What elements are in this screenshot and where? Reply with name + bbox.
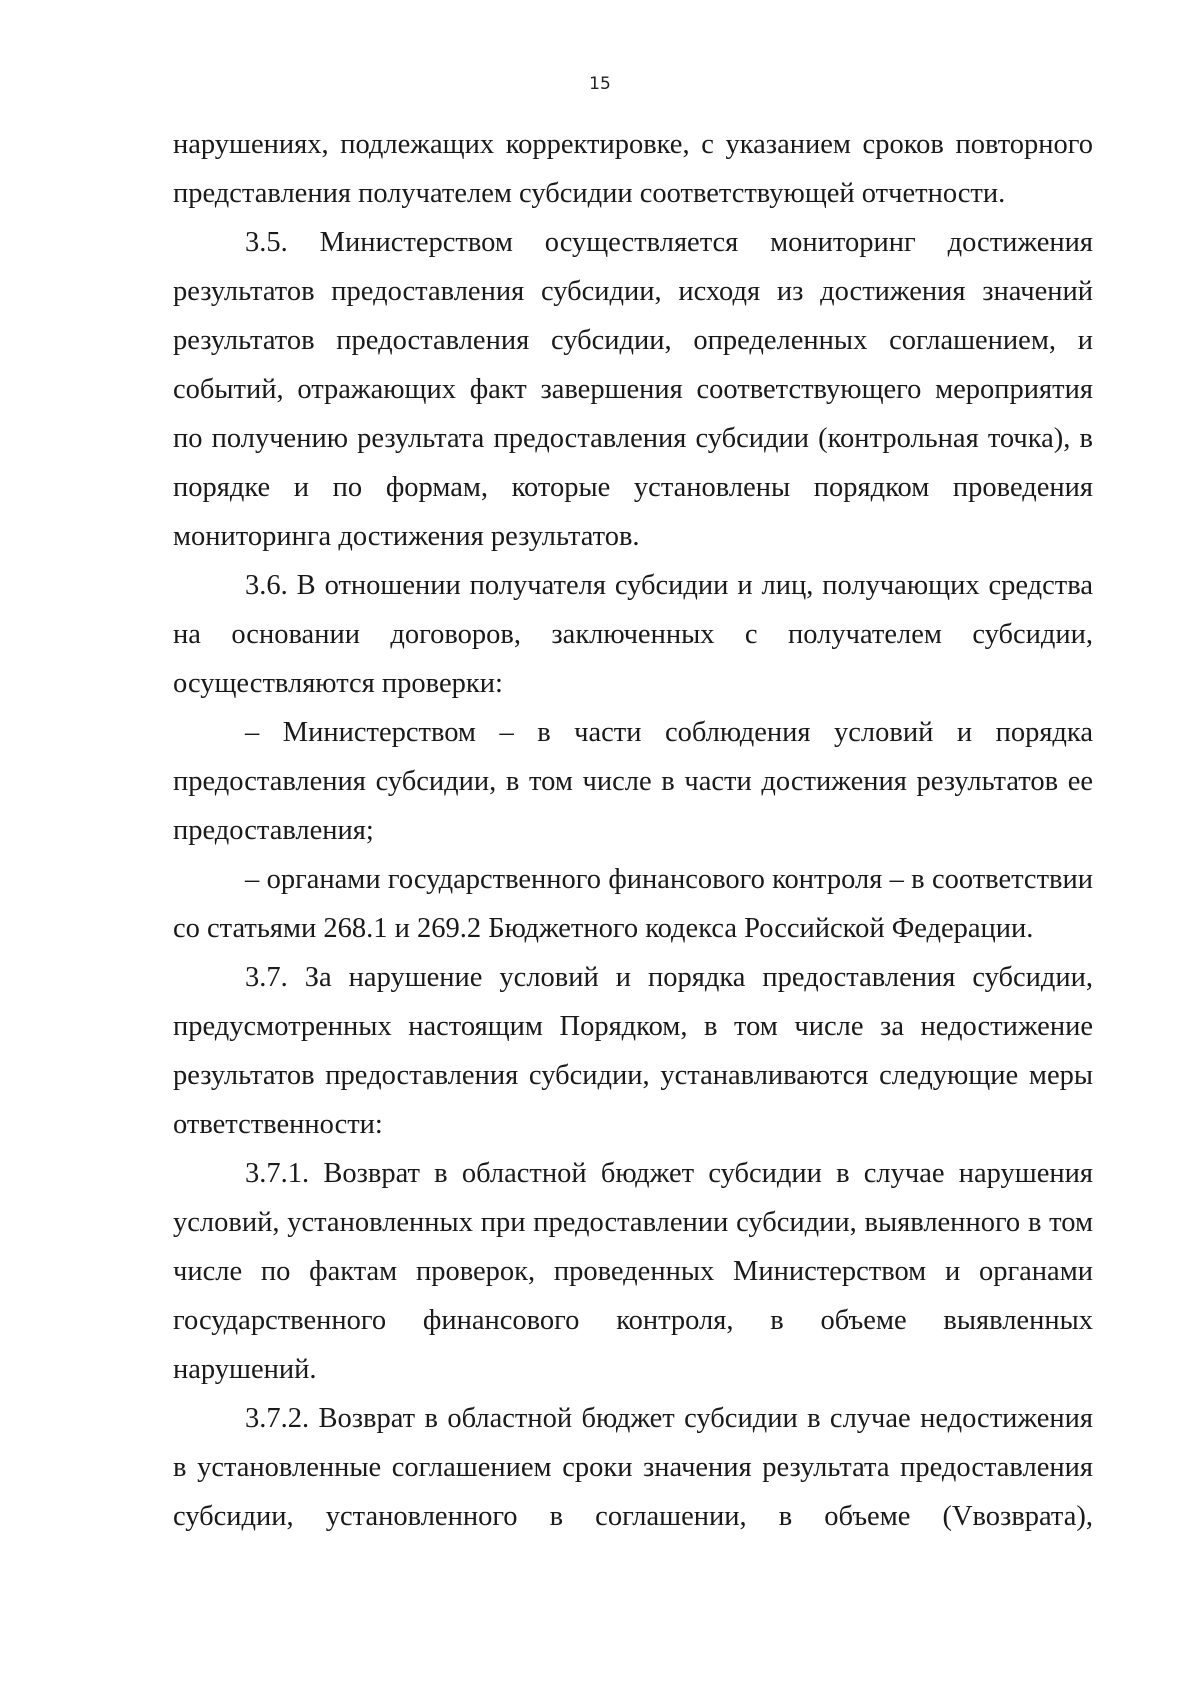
- paragraph-3-7-1: 3.7.1. Возврат в областной бюджет субсидии в случае нарушения условий, установленных при предоставлении субсидии, выявленного в том числе по фактам проверок, проведенных Министерством и органами государственного финансового контроля, в объеме выявленных нарушений.: [173, 1158, 1093, 1385]
- paragraph-3-6: 3.6. В отношении получателя субсидии и лиц, получающих средства на основании договоров, заключенных с получателем субсидии, осуществляются проверки:: [173, 570, 1093, 699]
- page-number: 15: [589, 74, 611, 94]
- paragraph-3-5: 3.5. Министерством осуществляется мониторинг достижения результатов предоставления субсидии, исходя из достижения значений результатов предоставления субсидии, определенных соглашением, и событий, отражающих факт завершения соответствующего мероприятия по получению результата предоставления субсидии (контрольная точка), в порядке и по формам, которые установлены порядком проведения мониторинга достижения результатов.: [173, 227, 1093, 552]
- paragraph-3-7: 3.7. За нарушение условий и порядка предоставления субсидии, предусмотренных настоящим Порядком, в том числе за недостижение результатов предоставления субсидии, устанавливаются следующие меры ответственности:: [173, 962, 1093, 1140]
- paragraph-3-7-2: 3.7.2. Возврат в областной бюджет субсидии в случае недостижения в установленные соглашением сроки значения результата предоставления субсидии, установленного в соглашении, в объеме (Vвозврата),: [173, 1403, 1093, 1532]
- list-item-control-bodies: – органами государственного финансового контроля – в соответствии со статьями 268.1 и 269.2 Бюджетного кодекса Российской Федерации.: [173, 864, 1093, 944]
- list-item-ministry: – Министерством – в части соблюдения условий и порядка предоставления субсидии, в том числе в части достижения результатов ее предоставления;: [173, 717, 1093, 846]
- document-body: [173, 120, 1093, 1541]
- paragraph-continuation: нарушениях, подлежащих корректировке, с указанием сроков повторного представления получателем субсидии соответствующей отчетности.: [173, 129, 1093, 209]
